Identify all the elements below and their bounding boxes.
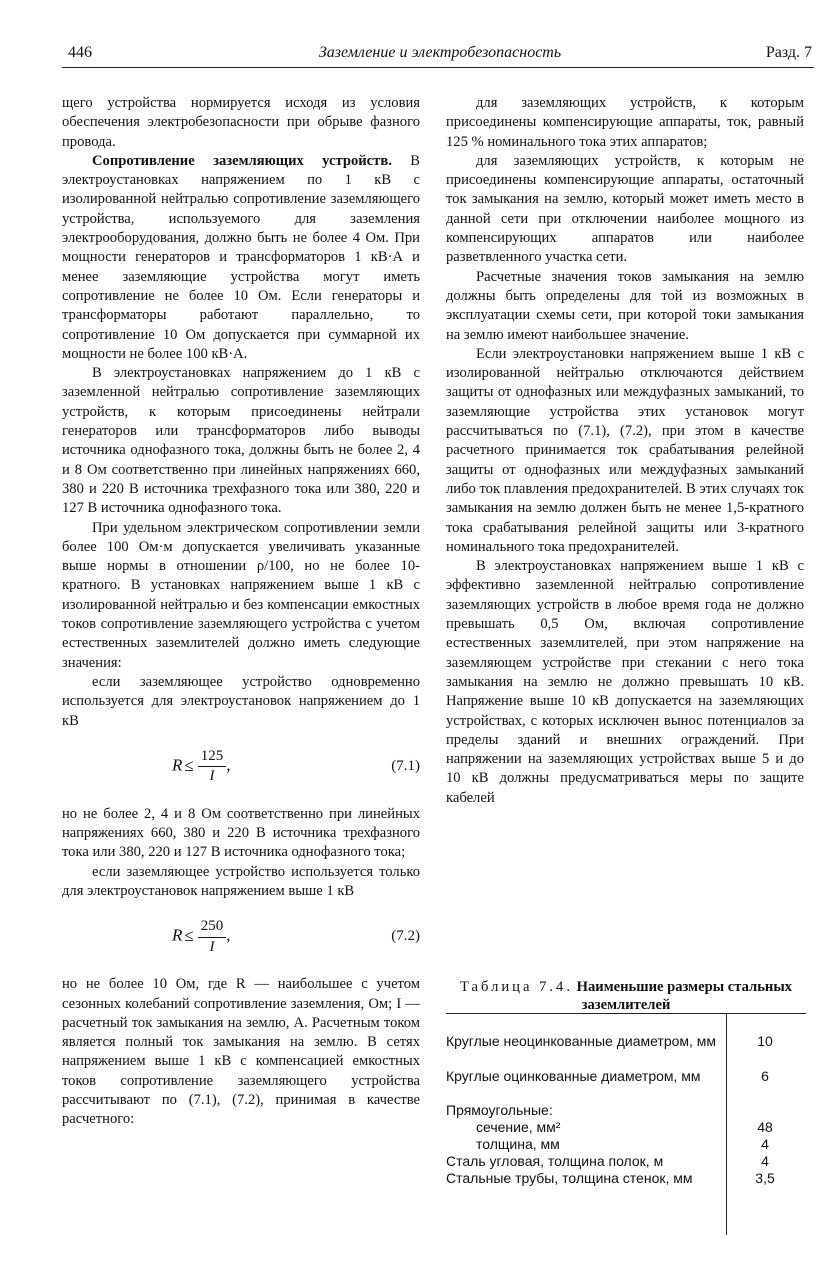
fraction-denominator: I	[209, 938, 215, 955]
paragraph: Если электроустановки напряжением выше 1 кВ с изолированной нейтралью отключаются действием защиты от однофазных или междуфазных замыканий, то заземляющие устройства этих установок могут рассчитываться по (7.1), (7.2), при этом в качестве расчетного принимается ток срабатывания релейной защиты от однофазных или междуфазных замыканий либо ток плавления предохранителей. В этих случаях ток замыкания на землю должен быть не менее 1,5-кратного тока срабатывания релейной защиты или 3-кратного номинального тока предохранителей.	[446, 345, 804, 555]
page-number: 446	[68, 44, 92, 61]
paragraph: щего устройства нормируется исходя из условия обеспечения электробезопасности при обрыве фазного провода.	[62, 95, 420, 150]
fraction	[198, 747, 227, 787]
paragraph: но не более 10 Ом, где R — наибольшее с учетом сезонных колебаний сопротивление заземления, Ом; I — расчетный ток замыкания на землю, А. Расчетным током является полный ток замыкания на землю. В сетях напряжением выше 1 кВ с компенсацией емкостных токов сопротивление заземляющего устройства рассчитывают по (7.1), (7.2), принимая в качестве расчетного:	[62, 976, 420, 1128]
page-header	[68, 44, 812, 66]
paragraph: Расчетные значения токов замыкания на землю должны быть определены для той из возможных в эксплуатации схемы сети, при которой токи замыкания на землю имеют наибольшее значение.	[446, 268, 804, 343]
table-row-label: Стальные трубы, толщина стенок, мм	[446, 1170, 693, 1186]
table	[446, 1013, 806, 1235]
table-caption-label: Таблица 7.4.	[459, 979, 573, 995]
table-column-divider	[726, 1013, 727, 1235]
table-row-value: 10	[757, 1033, 773, 1049]
formula-sign: ≤	[184, 755, 194, 775]
fraction	[198, 917, 227, 957]
paragraph: для заземляющих устройств, к которым присоединены компенсирующие аппараты, ток, равный 125 % номинального тока этих аппаратов;	[446, 95, 804, 150]
paragraph: но не более 2, 4 и 8 Ом соответственно при линейных напряжениях 660, 380 и 220 В источника трехфазного тока или 380, 220 и 127 В источника однофазного тока;	[62, 805, 420, 861]
paragraph-body: В электроустановках напряжением по 1 кВ с изолированной нейтралью сопротивление заземляющего устройства, используемого для заземления электрооборудования, должно быть не более 4 Ом. При мощности генераторов и трансформаторов 1 кВ·А и менее заземляющие устройства могут иметь сопротивление не более 10 Ом. Если генераторы и трансформаторы работают параллельно, то сопротивление 10 Ом допускается при суммарной их мощности не более 100 кВ·А.	[62, 152, 420, 362]
table-row-label: толщина, мм	[476, 1136, 560, 1152]
equation-number: (7.1)	[391, 757, 420, 774]
paragraph: для заземляющих устройств, к которым не присоединены компенсирующие аппараты, остаточный ток замыкания на землю, который может иметь место в данной сети при отключении наиболее мощного из компенсирующих аппаратов или наиболее разветвленного участка сети.	[446, 152, 804, 266]
formula-expression	[172, 917, 230, 957]
left-column	[62, 94, 420, 1130]
equation-number: (7.2)	[391, 928, 420, 945]
paragraph: В электроустановках напряжением до 1 кВ с заземленной нейтралью сопротивление заземляющих устройств, к которым присоединены нейтрали генераторов или трансформаторов либо выводы источника однофазного тока, должны быть не более 2, 4 и 8 Ом соответственно при линейных напряжениях 660, 380 и 220 В источника трехфазного тока или 380, 220 и 127 В источника однофазного тока.	[62, 365, 420, 517]
fraction-numerator: 125	[198, 747, 227, 767]
table-row-value: 3,5	[755, 1170, 775, 1186]
paragraph: если заземляющее устройство одновременно используется для электроустановок напряжением до 1 кВ	[62, 673, 420, 729]
formula-lhs: R	[172, 755, 183, 775]
table-row-label: сечение, мм²	[476, 1119, 561, 1135]
table-row-label: Сталь угловая, толщина полок, м	[446, 1153, 664, 1169]
paragraph: В электроустановках напряжением выше 1 кВ с эффективно заземленной нейтралью сопротивление заземляющих устройств в любое время года не должно превышать 0,5 Ом, включая сопротивление естественных заземлителей, при этом напряжение на заземляющем устройстве при стекании с него тока замыкания на землю не должно превышать 10 кВ. Напряжение выше 10 кВ допускается на заземляющих устройствах, с которых исключен вынос потенциалов за пределы зданий и внешних ограждений. При напряжении на заземляющих устройствах выше 5 и до 10 кВ должны предусматриваться меры по защите кабелей	[446, 558, 804, 806]
running-title: Заземление и электробезопасность	[318, 44, 562, 61]
table-top-rule	[446, 1013, 806, 1014]
formula-sign: ≤	[184, 925, 194, 945]
formula-expression	[172, 747, 230, 787]
fraction-numerator: 250	[198, 917, 227, 937]
formula-7-2	[62, 909, 420, 969]
table-row-value: 6	[761, 1068, 769, 1084]
formula-tail: ,	[226, 925, 231, 945]
table-caption-title: Наименьшие размеры стальных заземлителей	[576, 979, 793, 1013]
table-row-value: 48	[757, 1119, 773, 1135]
formula-7-1	[62, 739, 420, 799]
formula-tail: ,	[226, 755, 231, 775]
table-row-label: Круглые неоцинкованные диаметром, мм	[446, 1033, 717, 1049]
fraction-denominator: I	[209, 768, 215, 785]
table-caption	[446, 978, 806, 1014]
right-column	[446, 94, 804, 808]
paragraph	[62, 152, 420, 364]
table-row-label: Прямоугольные:	[446, 1102, 553, 1118]
section-label: Разд. 7	[765, 44, 812, 61]
table-row-value: 4	[761, 1153, 769, 1169]
table-row-label: Круглые оцинкованные диаметром, мм	[446, 1068, 701, 1084]
table-row-value: 4	[761, 1136, 769, 1152]
formula-lhs: R	[172, 925, 183, 945]
paragraph-heading: Сопротивление заземляющих устройств.	[92, 152, 392, 169]
paragraph: если заземляющее устройство используется только для электроустановок напряжением выше 1 кВ	[62, 863, 420, 899]
header-rule	[62, 67, 814, 68]
paragraph: При удельном электрическом сопротивлении земли более 100 Ом·м допускается увеличивать указанные выше нормы в отношении ρ/100, но не более 10-кратного. В установках напряжением выше 1 кВ с изолированной нейтралью и без компенсации емкостных токов сопротивление заземляющего устройства с учетом естественных заземлителей должно иметь следующие значения:	[62, 519, 420, 671]
